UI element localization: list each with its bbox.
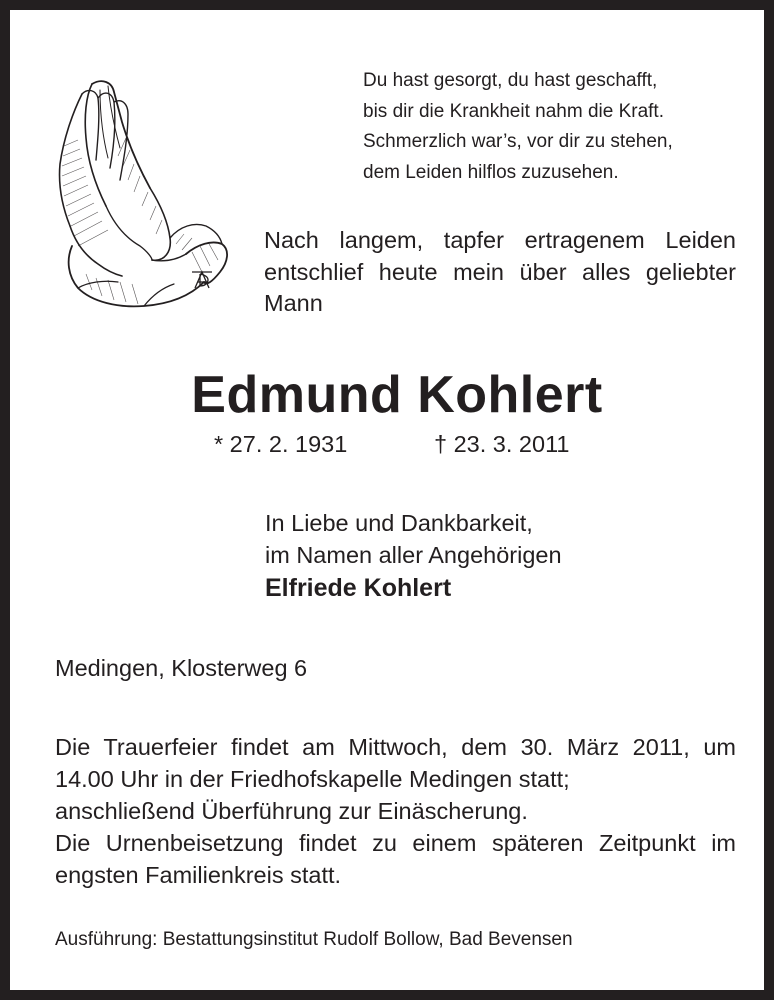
notice-line: 14.00 Uhr in der Friedhofskapelle Medingen statt; bbox=[55, 766, 570, 792]
birth-date: * 27. 2. 1931 bbox=[214, 431, 348, 457]
signature-line: im Namen aller Angehörigen bbox=[265, 542, 562, 568]
poem-line: Schmerzlich war’s, vor dir zu stehen, bbox=[363, 131, 673, 152]
address: Medingen, Klosterweg 6 bbox=[55, 655, 308, 681]
poem-line: Du hast gesorgt, du hast geschafft, bbox=[363, 70, 658, 91]
signature-line: In Liebe und Dankbarkeit, bbox=[265, 510, 533, 536]
notice-line: engsten Familienkreis statt. bbox=[55, 862, 342, 888]
notice-line: Die Trauerfeier findet am Mittwoch, dem 30. März 2011, um bbox=[55, 734, 736, 760]
mourner-name: Elfriede Kohlert bbox=[265, 574, 452, 602]
poem-line: dem Leiden hilflos zuzusehen. bbox=[363, 161, 619, 183]
funeral-home-credit: Ausführung: Bestattungsinstitut Rudolf Bollow, Bad Bevensen bbox=[55, 929, 573, 950]
death-date: † 23. 3. 2011 bbox=[434, 431, 570, 457]
praying-hands-icon bbox=[52, 76, 230, 312]
poem bbox=[363, 66, 673, 188]
intro-text: Nach langem, tapfer ertragenem Leiden entschlief heute mein über alles geliebter Mann bbox=[264, 227, 736, 316]
signature-block bbox=[265, 507, 562, 605]
notice-line: Die Urnenbeisetzung findet zu einem späteren Zeitpunkt im bbox=[55, 830, 736, 856]
poem-line: bis dir die Krankheit nahm die Kraft. bbox=[363, 100, 664, 122]
notice-line: anschließend Überführung zur Einäscherung. bbox=[55, 798, 528, 824]
deceased-name: Edmund Kohlert bbox=[191, 366, 603, 424]
funeral-notice bbox=[55, 731, 736, 891]
